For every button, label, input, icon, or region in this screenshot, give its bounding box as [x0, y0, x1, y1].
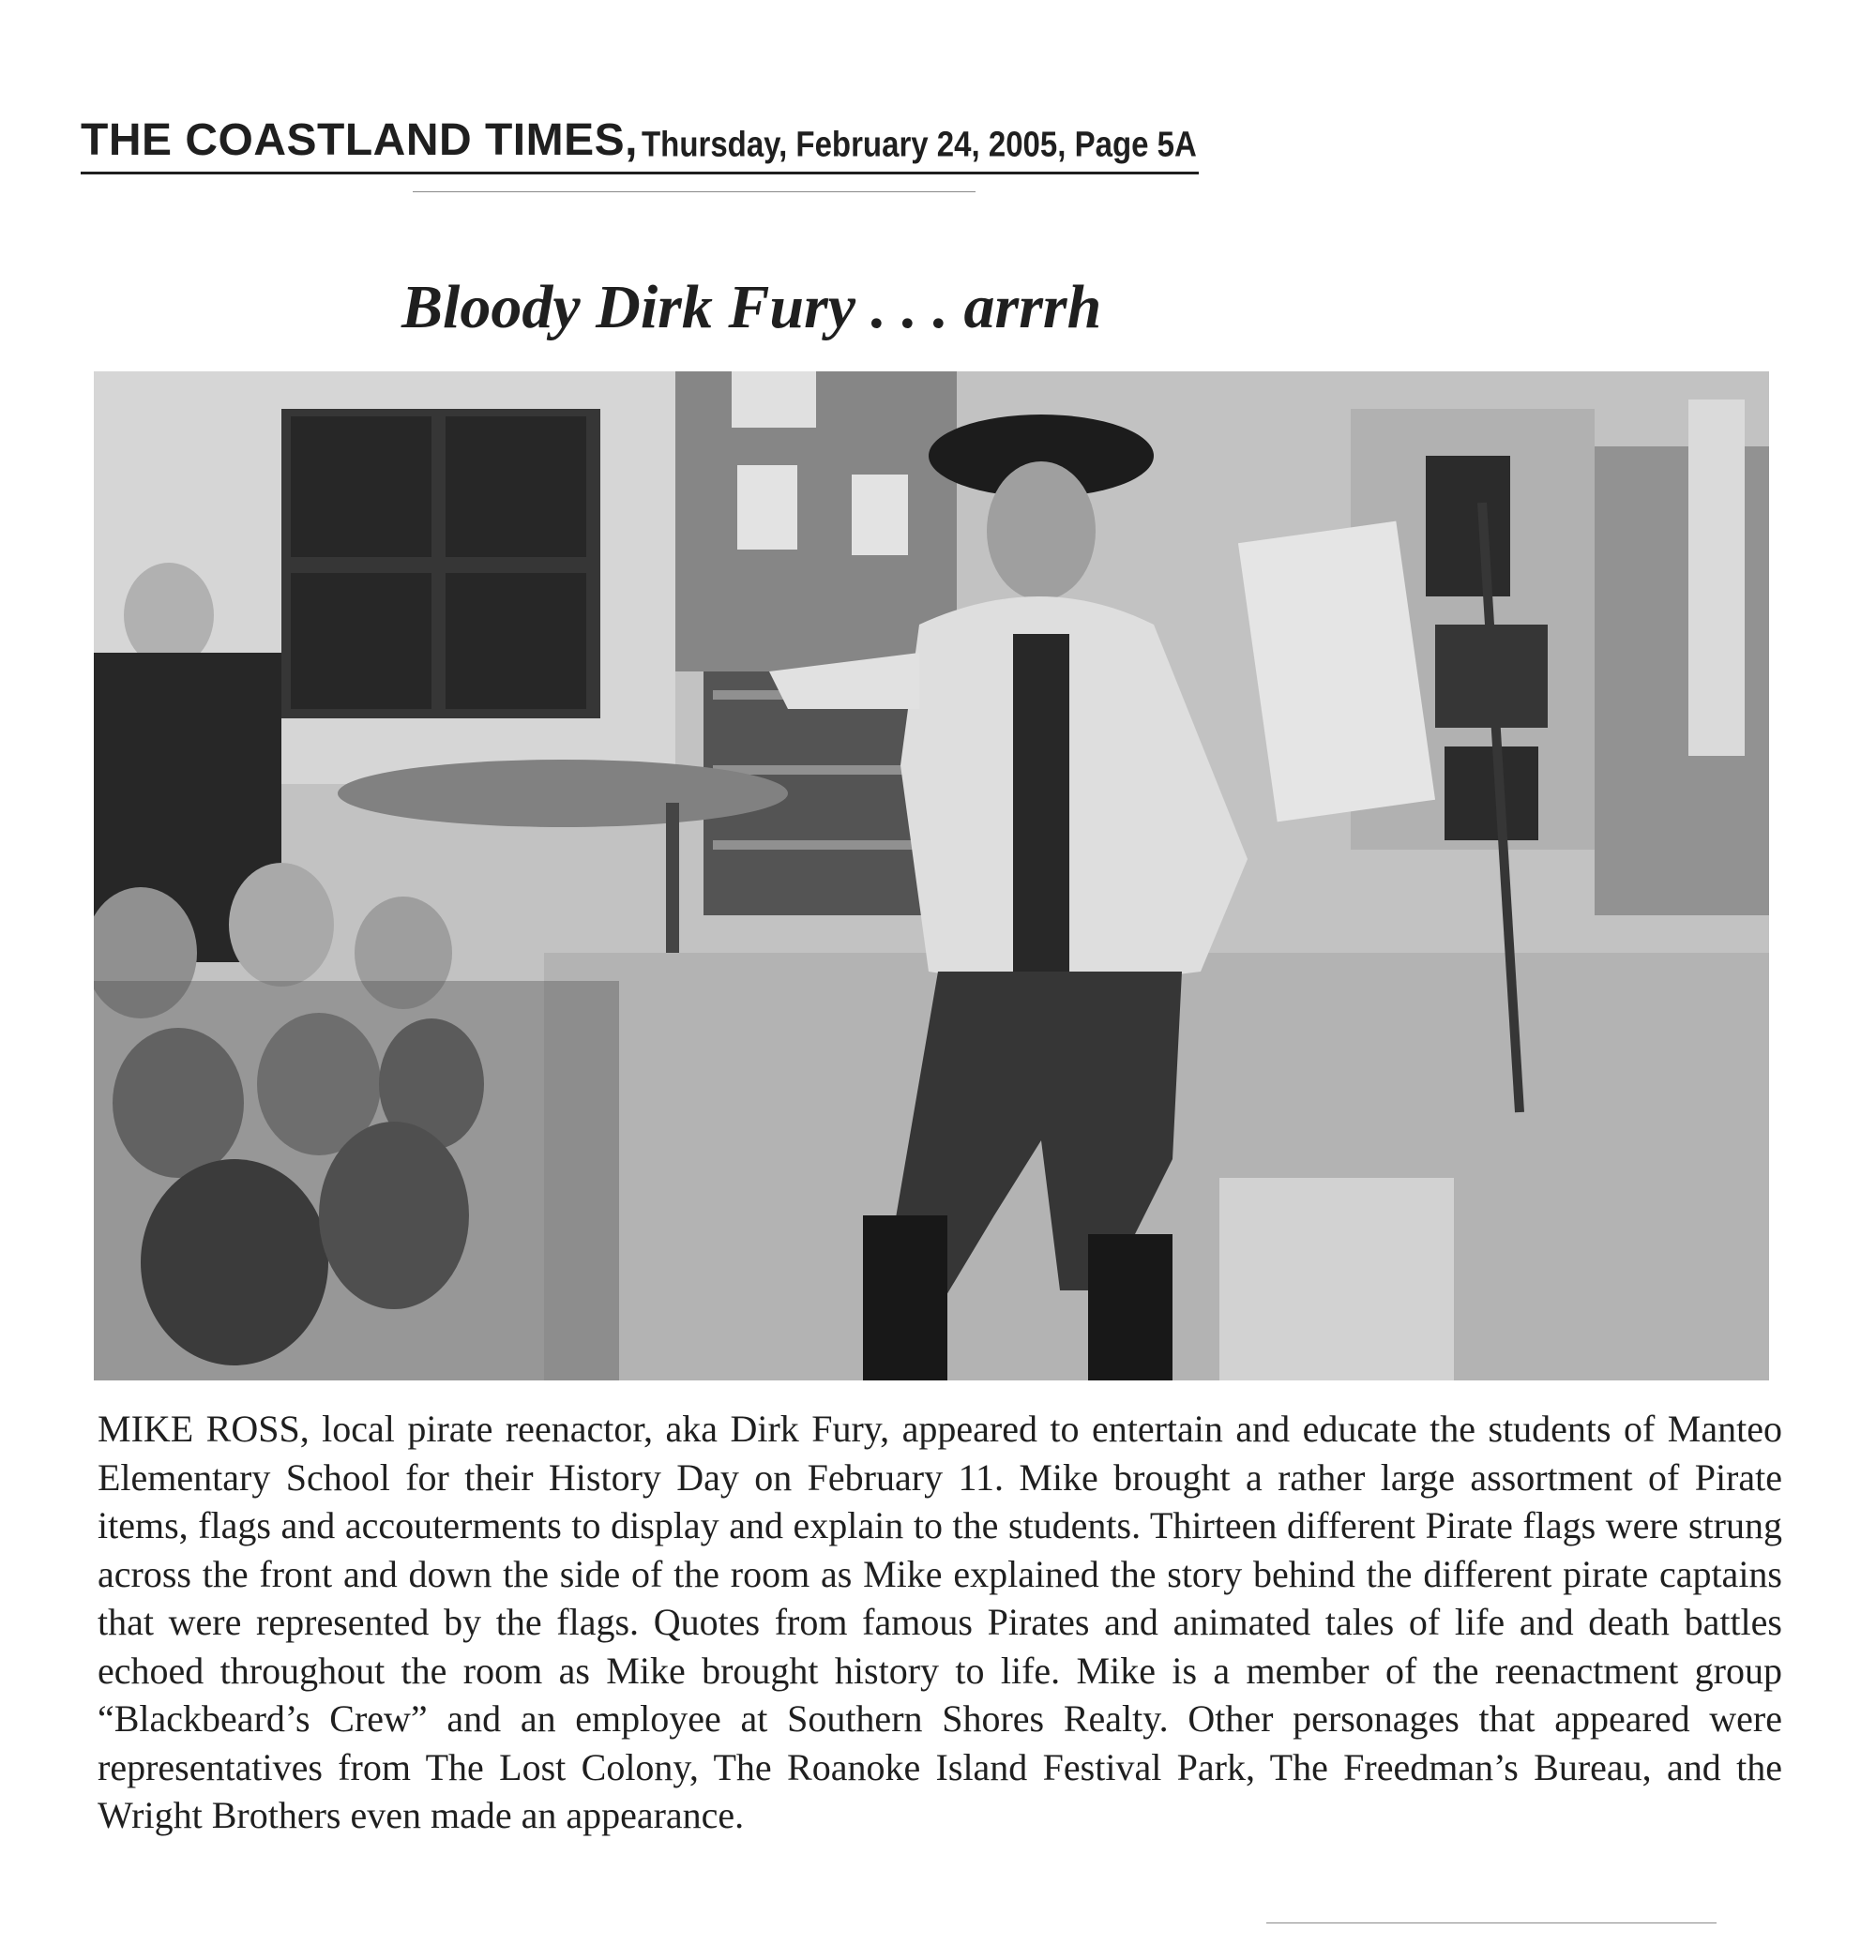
newspaper-name: THE COASTLAND TIMES, [81, 115, 638, 165]
scan-artifact-line [1266, 1922, 1717, 1923]
article-photo [94, 371, 1769, 1380]
issue-date-line: Thursday, February 24, 2005, Page 5A [642, 124, 1197, 164]
photo-caption: MIKE ROSS, local pirate reenactor, aka Dirk Fury, appeared to entertain and educate the students of Manteo Elementary School for their History Day on February 11. Mike brought a rather large assortment of Pirate items, flags and accouterments to display and explain to the students. Thirteen different Pirate flags were strung across the front and down the side of the room as Mike explained the story behind the different pirate captains that were represented by the flags. Quotes from famous Pirates and animated tales of life and death battles echoed throughout the room as Mike brought history to life. Mike is a member of the reenactment group “Blackbeard’s Crew” and an employee at Southern Shores Realty. Other personages that appeared were representatives from The Lost Colony, The Roanoke Island Festival Park, The Freedman’s Bureau, and the Wright Brothers even made an appearance. [98, 1408, 1782, 1836]
article-headline: Bloody Dirk Fury . . . arrrh [401, 273, 1102, 341]
masthead [81, 114, 1199, 174]
scan-artifact-line [413, 191, 976, 192]
